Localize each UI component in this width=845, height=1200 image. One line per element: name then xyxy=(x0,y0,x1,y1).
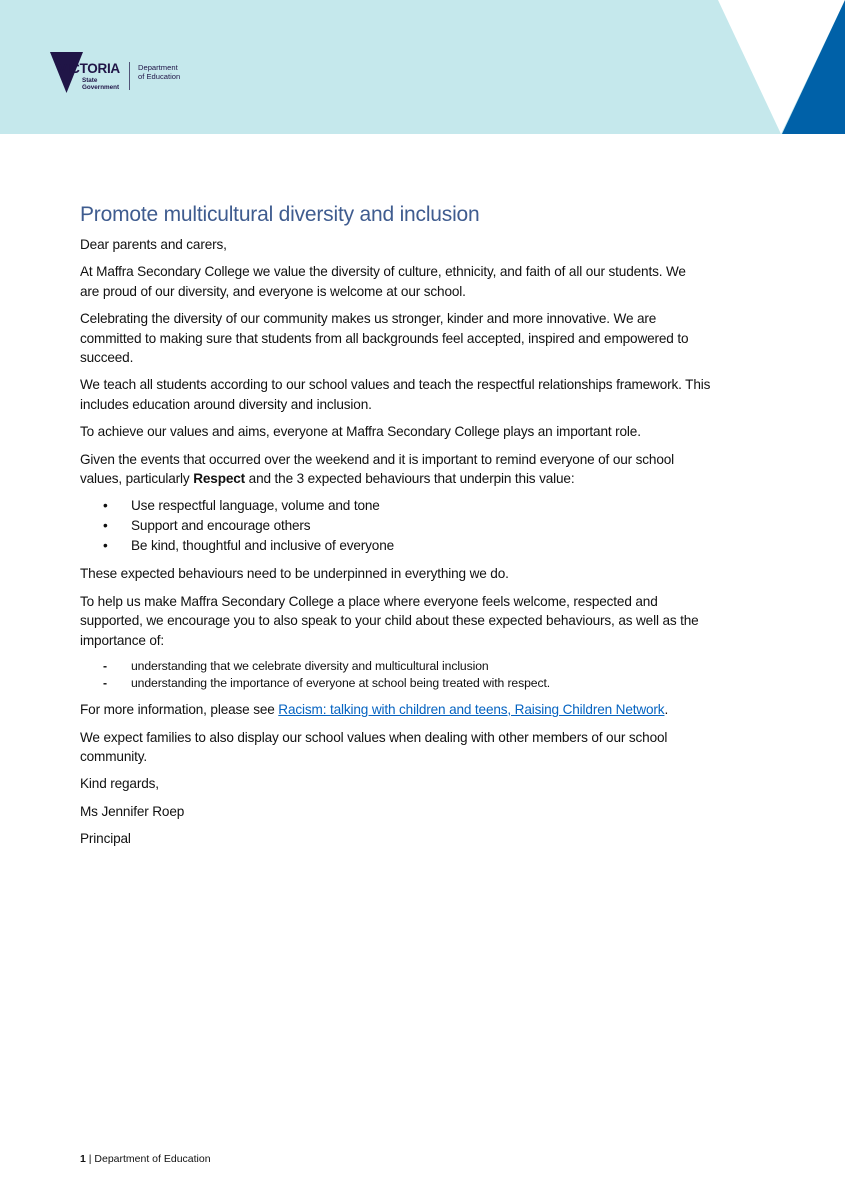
paragraph-aims: To achieve our values and aims, everyone at Maffra Secondary College plays an important role. xyxy=(80,424,641,440)
page-number: 1 xyxy=(80,1153,86,1165)
text-line: succeed. xyxy=(80,350,134,366)
bullet-icon: • xyxy=(103,498,108,514)
text-line: Celebrating the diversity of our community makes us stronger, kinder and more innovative. We are xyxy=(80,311,657,327)
text-line: We expect families to also display our school values when dealing with other members of our school xyxy=(80,729,668,745)
text-line: At Maffra Secondary College we value the diversity of culture, ethnicity, and faith of all our students. We xyxy=(80,264,686,280)
logo-government-text: Government xyxy=(82,84,120,91)
list-item xyxy=(80,675,780,692)
signatory-title: Principal xyxy=(80,831,131,847)
importance-list xyxy=(80,658,780,692)
paragraph-teaching xyxy=(80,375,780,414)
paragraph-help-us xyxy=(80,592,780,650)
paragraph-celebrating xyxy=(80,309,780,367)
list-item-text: Support and encourage others xyxy=(131,518,311,534)
list-item-text: Use respectful language, volume and tone xyxy=(131,498,380,514)
list-item xyxy=(80,536,780,556)
list-item xyxy=(80,516,780,536)
text-line: community. xyxy=(80,748,147,764)
dash-icon: - xyxy=(103,659,107,674)
footer-separator: | xyxy=(85,1153,95,1165)
list-item-text: understanding that we celebrate diversity and multicultural inclusion xyxy=(131,659,489,674)
respect-emphasis: Respect xyxy=(193,471,246,487)
text-line: Given the events that occurred over the weekend and it is important to remind everyone of our school xyxy=(80,451,675,467)
list-item-text: understanding the importance of everyone at school being treated with respect. xyxy=(131,676,551,691)
footer-text: Department of Education xyxy=(94,1153,211,1165)
closing: Kind regards, xyxy=(80,776,159,792)
logo-department-line2: of Education xyxy=(138,72,181,81)
list-item-text: Be kind, thoughtful and inclusive of everyone xyxy=(131,538,395,554)
text-line xyxy=(80,469,780,488)
logo-department xyxy=(138,63,180,81)
text-line: includes education around diversity and inclusion. xyxy=(80,396,372,412)
text-line: committed to making sure that students from all backgrounds feel accepted, inspired and empowered to xyxy=(80,330,689,346)
text-line: We teach all students according to our school values and teach the respectful relationships framework. This xyxy=(80,377,711,393)
logo-state-text: State xyxy=(82,77,98,84)
page-footer xyxy=(80,1153,211,1165)
text-run: . xyxy=(664,702,669,718)
paragraph-families xyxy=(80,728,780,767)
text-run: and the 3 expected behaviours that underpin this value: xyxy=(245,471,575,487)
paragraph-events xyxy=(80,450,780,489)
raising-children-network-link[interactable]: Racism: talking with children and teens, Raising Children Network xyxy=(278,702,665,718)
signatory-name: Ms Jennifer Roep xyxy=(80,803,185,819)
list-item xyxy=(80,496,780,516)
text-run: values, particularly xyxy=(80,471,194,487)
list-item xyxy=(80,658,780,675)
text-line: To help us make Maffra Secondary College a place where everyone feels welcome, respected and xyxy=(80,593,658,609)
logo-wordmark: VICTORIA xyxy=(58,61,120,76)
paragraph-underpinned: These expected behaviours need to be underpinned in everything we do. xyxy=(80,566,509,582)
logo-divider xyxy=(129,62,130,90)
text-line: importance of: xyxy=(80,632,165,648)
bullet-icon: • xyxy=(103,538,108,554)
logo-department-line1: Department xyxy=(138,63,178,72)
victoria-government-logo xyxy=(50,52,200,97)
letter-body xyxy=(80,201,780,857)
greeting: Dear parents and carers, xyxy=(80,237,227,252)
paragraph-more-info xyxy=(80,700,780,719)
paragraph-values xyxy=(80,262,780,301)
text-line: are proud of our diversity, and everyone is welcome at our school. xyxy=(80,283,466,299)
text-run: For more information, please see xyxy=(80,702,279,718)
bullet-icon: • xyxy=(103,518,108,534)
page-title: Promote multicultural diversity and inclusion xyxy=(80,203,480,226)
logo-state-government xyxy=(82,77,119,91)
text-line: supported, we encourage you to also speak to your child about these expected behaviours, as well as the xyxy=(80,613,699,629)
dash-icon: - xyxy=(103,676,107,691)
expected-behaviours-list xyxy=(80,496,780,556)
